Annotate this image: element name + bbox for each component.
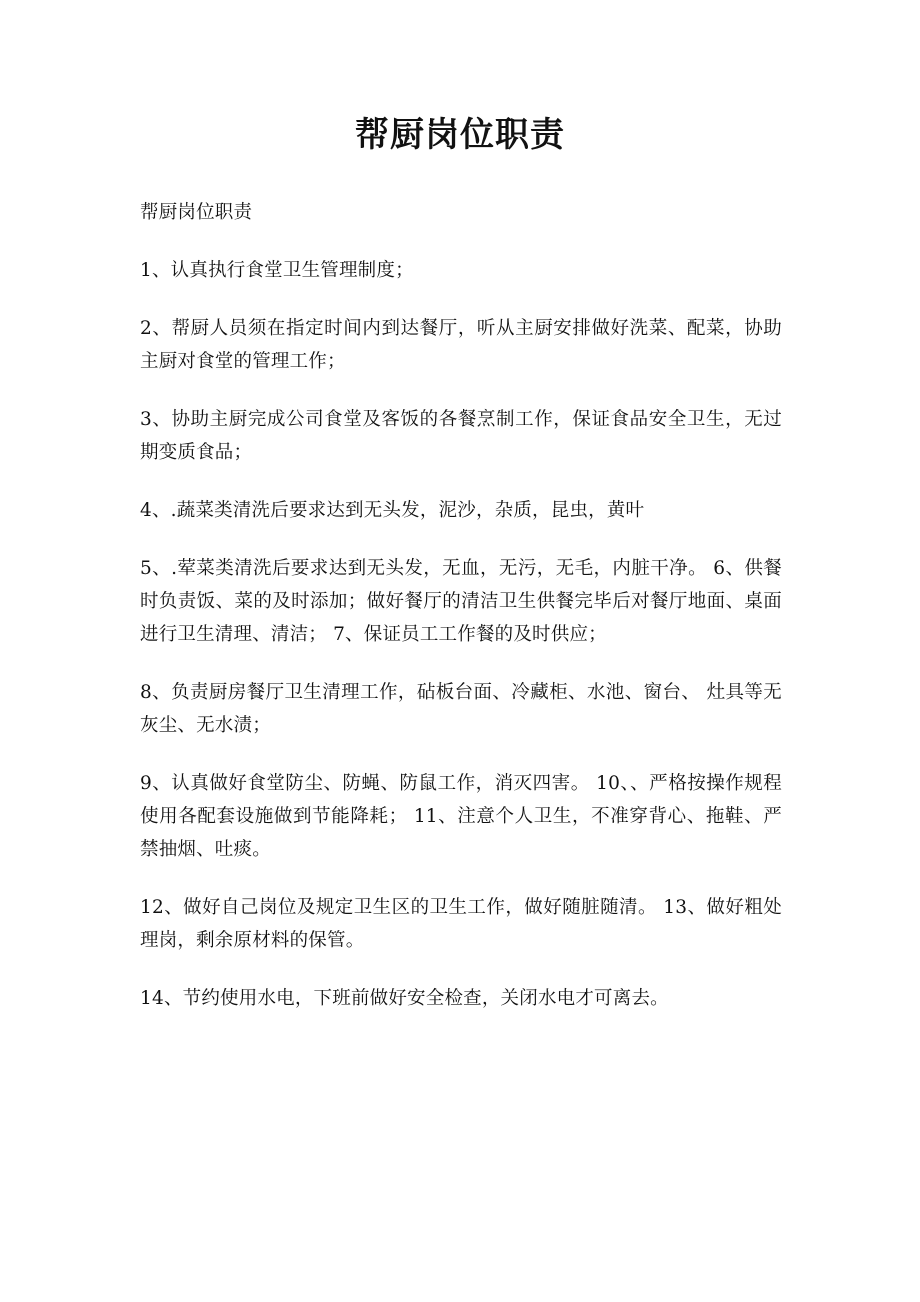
paragraph-item-3: 3、协助主厨完成公司食堂及客饭的各餐烹制工作，保证食品安全卫生，无过期变质食品； xyxy=(140,409,782,463)
document-title: 帮厨岗位职责 xyxy=(355,115,565,155)
document-body xyxy=(140,196,782,1040)
paragraph-item-12-13: 12、做好自己岗位及规定卫生区的卫生工作，做好随脏随清。 13、做好粗处理岗，剩余原材料的保管。 xyxy=(140,897,782,951)
paragraph-item-9-11: 9、认真做好食堂防尘、防蝇、防鼠工作，消灭四害。 10、、严格按操作规程使用各配套设施做到节能降耗； 11、注意个人卫生，不准穿背心、拖鞋、严禁抽烟、吐痰。 xyxy=(140,773,782,860)
paragraph-item-4: 4、.蔬菜类清洗后要求达到无头发，泥沙，杂质，昆虫，黄叶 xyxy=(140,500,645,521)
paragraph-item-14: 14、节约使用水电，下班前做好安全检查，关闭水电才可离去。 xyxy=(140,988,669,1009)
paragraph-item-2: 2、帮厨人员须在指定时间内到达餐厅，听从主厨安排做好洗菜、配菜，协助主厨对食堂的管理工作； xyxy=(140,318,782,372)
paragraph-item-5-7: 5、.荤菜类清洗后要求达到无头发，无血，无污，无毛，内脏干净。 6、供餐时负责饭、菜的及时添加；做好餐厅的清洁卫生供餐完毕后对餐厅地面、桌面进行卫生清理、清洁； 7、保证员工工作餐的及时供应； xyxy=(140,558,782,645)
paragraph-item-8: 8、负责厨房餐厅卫生清理工作，砧板台面、冷藏柜、水池、窗台、 灶具等无灰尘、无水渍； xyxy=(140,682,782,736)
paragraph-item-1: 1、认真执行食堂卫生管理制度； xyxy=(140,260,414,281)
paragraph-subtitle: 帮厨岗位职责 xyxy=(140,202,253,223)
